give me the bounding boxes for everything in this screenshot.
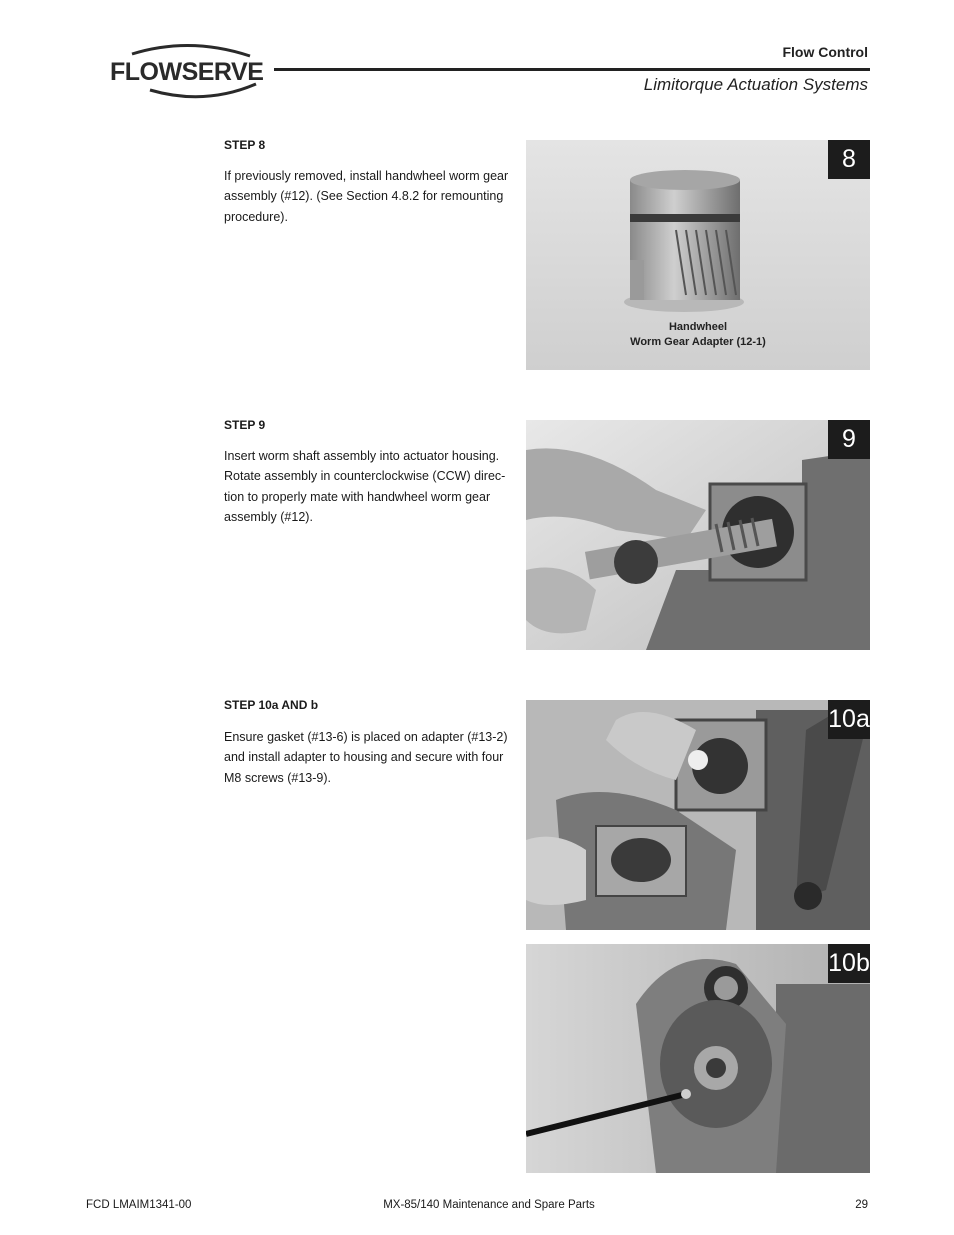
- step-8-line: If previously removed, install handwheel worm gear: [224, 169, 509, 183]
- figure-10b-photo: [526, 944, 870, 1173]
- adapter-gasket-image: [526, 700, 870, 930]
- header-division: Flow Control: [782, 44, 868, 60]
- step-8-body: [224, 166, 509, 227]
- figure-8-caption: [526, 320, 870, 350]
- footer-doc-code: FCD LMAIM1341-00: [86, 1199, 192, 1211]
- figure-8-caption-line: Handwheel: [668, 321, 728, 333]
- figure-10a-photo: [526, 700, 870, 930]
- figure-8-tag: 8: [828, 140, 870, 179]
- step-9-line: tion to properly mate with handwheel worm gear: [224, 489, 491, 504]
- step-9-line: Rotate assembly in counterclockwise (CCW) direc-: [224, 469, 506, 484]
- step-9-body: [224, 446, 509, 527]
- worm-shaft-insertion-image: [526, 420, 870, 650]
- figure-8-photo: [526, 140, 870, 370]
- figure-10b-tag: 10b: [828, 944, 870, 983]
- footer-page-number: 29: [855, 1199, 868, 1211]
- step-9-heading: STEP 9: [224, 418, 266, 432]
- figure-10a-tag: 10a: [828, 700, 870, 739]
- step-8-heading: STEP 8: [224, 138, 266, 152]
- step-10-line: Ensure gasket (#13-6) is placed on adapter (#13-2): [224, 730, 508, 744]
- step-9-line: Insert worm shaft assembly into actuator housing.: [224, 449, 500, 463]
- adapter-screws-image: [526, 944, 870, 1173]
- step-10-body: [224, 727, 509, 788]
- figure-8-caption-line: Worm Gear Adapter (12-1): [630, 336, 766, 348]
- header-subtitle: Limitorque Actuation Systems: [643, 75, 868, 94]
- logo-wordmark: FLOWSERVE: [110, 58, 264, 86]
- step-10-line: and install adapter to housing and secure with four: [224, 750, 504, 765]
- figure-9-photo: [526, 420, 870, 650]
- flowserve-logo: [110, 40, 270, 102]
- figure-9-tag: 9: [828, 420, 870, 459]
- step-8-line: procedure).: [224, 209, 288, 224]
- step-10-line: M8 screws (#13-9).: [224, 770, 331, 785]
- step-10-heading: STEP 10a AND b: [224, 698, 319, 712]
- step-9-line: assembly (#12).: [224, 509, 313, 524]
- footer-doc-title: MX-85/140 Maintenance and Spare Parts: [383, 1199, 595, 1211]
- header-rule: [274, 68, 870, 71]
- step-8-line: assembly (#12). (See Section 4.8.2 for remounting: [224, 189, 504, 204]
